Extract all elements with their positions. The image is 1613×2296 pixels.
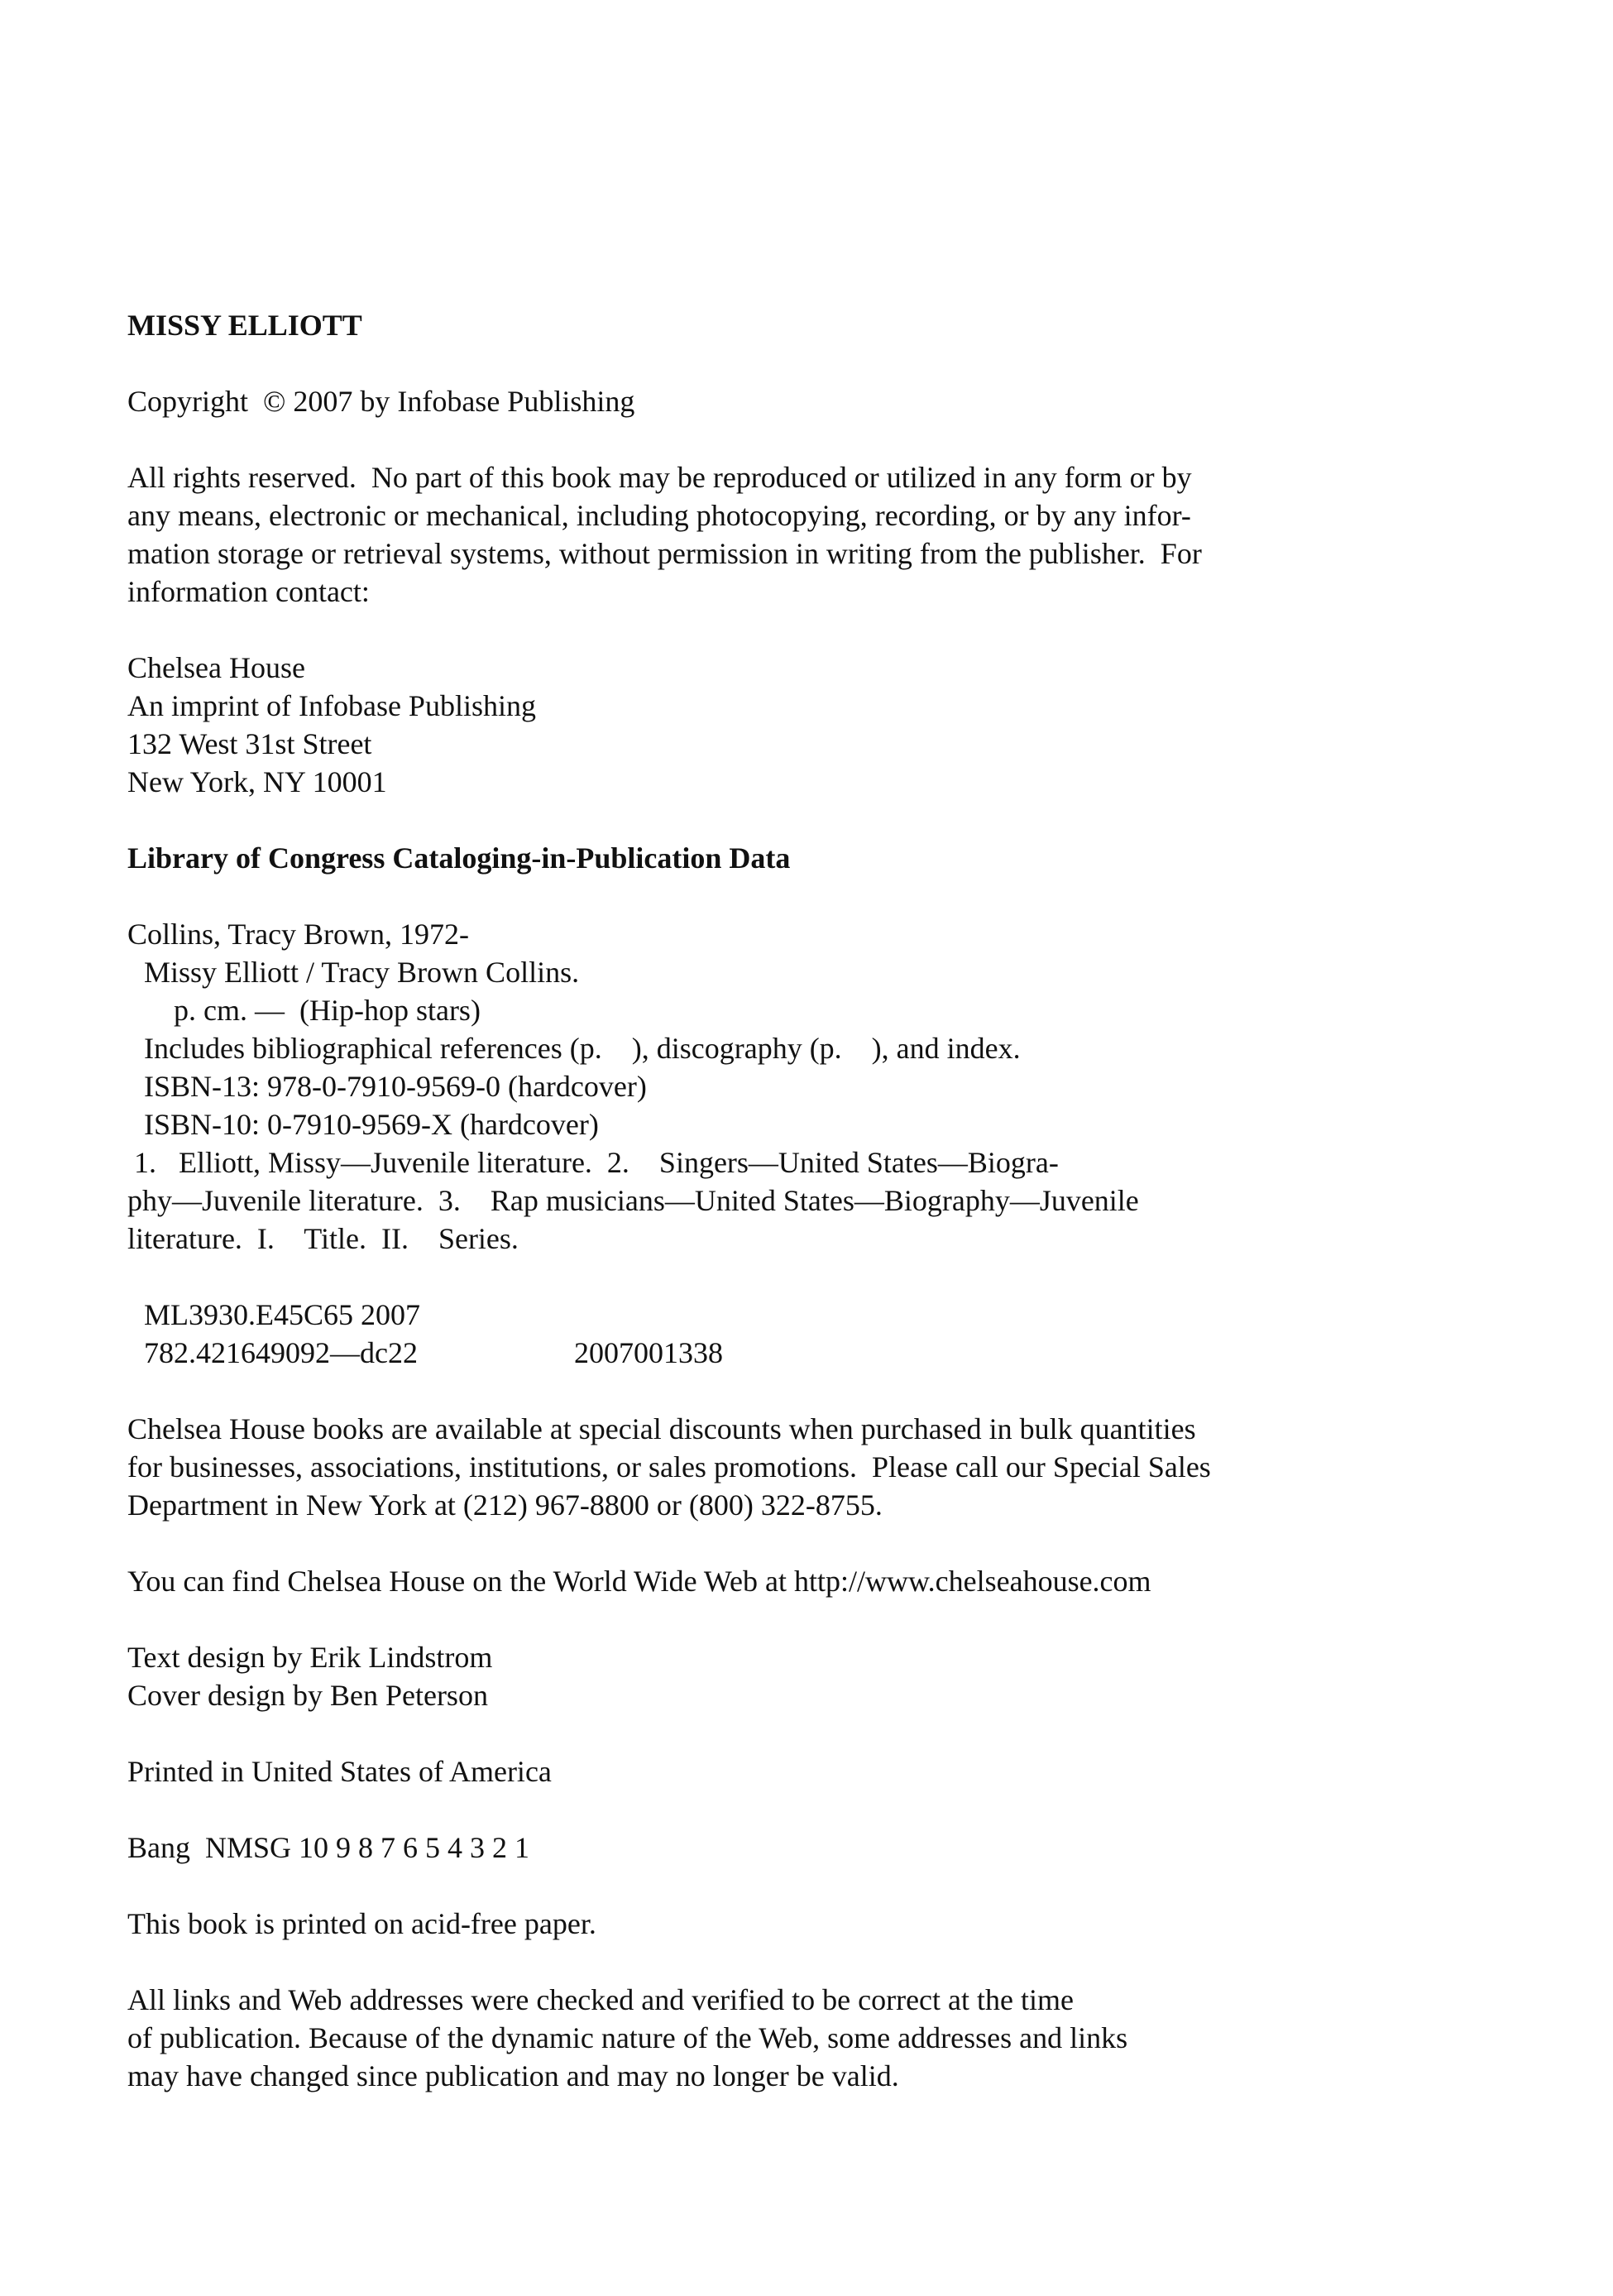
copyright-line: Copyright © 2007 by Infobase Publishing bbox=[127, 385, 635, 418]
cip-lccn: 2007001338 bbox=[574, 1336, 723, 1369]
book-title: MISSY ELLIOTT bbox=[127, 309, 362, 342]
cip-author: Collins, Tracy Brown, 1972- bbox=[127, 918, 470, 951]
cover-design-credit: Cover design by Ben Peterson bbox=[127, 1679, 488, 1712]
publisher-street: 132 West 31st Street bbox=[127, 727, 372, 760]
cip-isbn13: ISBN-13: 978-0-7910-9569-0 (hardcover) bbox=[144, 1070, 647, 1103]
print-number-line: Bang NMSG 10 9 8 7 6 5 4 3 2 1 bbox=[127, 1831, 530, 1864]
copyright-text-block bbox=[127, 306, 1368, 2095]
cip-heading: Library of Congress Cataloging-in-Publication Data bbox=[127, 841, 791, 875]
bulk-sales-line-2: for businesses, associations, institutions, or sales promotions. Please call our Special Sales bbox=[127, 1450, 1211, 1484]
cip-subjects-line-1: 1. Elliott, Missy—Juvenile literature. 2. Singers—United States—Biogra- bbox=[134, 1146, 1059, 1179]
links-note-line-1: All links and Web addresses were checked and verified to be correct at the time bbox=[127, 1983, 1074, 2016]
publisher-city: New York, NY 10001 bbox=[127, 765, 387, 798]
cip-title: Missy Elliott / Tracy Brown Collins. bbox=[144, 956, 580, 989]
links-note-line-2: of publication. Because of the dynamic nature of the Web, some addresses and links bbox=[127, 2021, 1128, 2054]
cip-lc-class: ML3930.E45C65 2007 bbox=[144, 1298, 421, 1331]
cip-includes: Includes bibliographical references (p. ), discography (p. ), and index. bbox=[144, 1032, 1021, 1065]
text-design-credit: Text design by Erik Lindstrom bbox=[127, 1641, 493, 1674]
acid-free-paper-line: This book is printed on acid-free paper. bbox=[127, 1907, 596, 1940]
publisher-name: Chelsea House bbox=[127, 651, 305, 684]
cip-dewey-row bbox=[127, 1334, 1368, 1372]
bulk-sales-line-1: Chelsea House books are available at special discounts when purchased in bulk quantities bbox=[127, 1412, 1196, 1445]
rights-line-4: information contact: bbox=[127, 575, 370, 608]
printed-in-line: Printed in United States of America bbox=[127, 1755, 552, 1788]
publisher-imprint: An imprint of Infobase Publishing bbox=[127, 689, 536, 722]
rights-line-2: any means, electronic or mechanical, including photocopying, recording, or by any infor- bbox=[127, 499, 1191, 532]
links-note-line-3: may have changed since publication and may no longer be valid. bbox=[127, 2059, 899, 2092]
cip-series: p. cm. — (Hip-hop stars) bbox=[174, 994, 481, 1027]
cip-subjects-line-2: phy—Juvenile literature. 3. Rap musicians—United States—Biography—Juvenile bbox=[127, 1184, 1139, 1217]
web-address-line: You can find Chelsea House on the World Wide Web at http://www.chelseahouse.com bbox=[127, 1565, 1151, 1598]
cip-subjects-line-3: literature. I. Title. II. Series. bbox=[127, 1222, 519, 1255]
bulk-sales-line-3: Department in New York at (212) 967-8800 or (800) 322-8755. bbox=[127, 1488, 883, 1522]
rights-line-3: mation storage or retrieval systems, without permission in writing from the publisher. For bbox=[127, 537, 1202, 570]
cip-isbn10: ISBN-10: 0-7910-9569-X (hardcover) bbox=[144, 1108, 599, 1141]
rights-line-1: All rights reserved. No part of this book may be reproduced or utilized in any form or by bbox=[127, 461, 1192, 494]
cip-dewey: 782.421649092—dc22 bbox=[144, 1336, 418, 1369]
